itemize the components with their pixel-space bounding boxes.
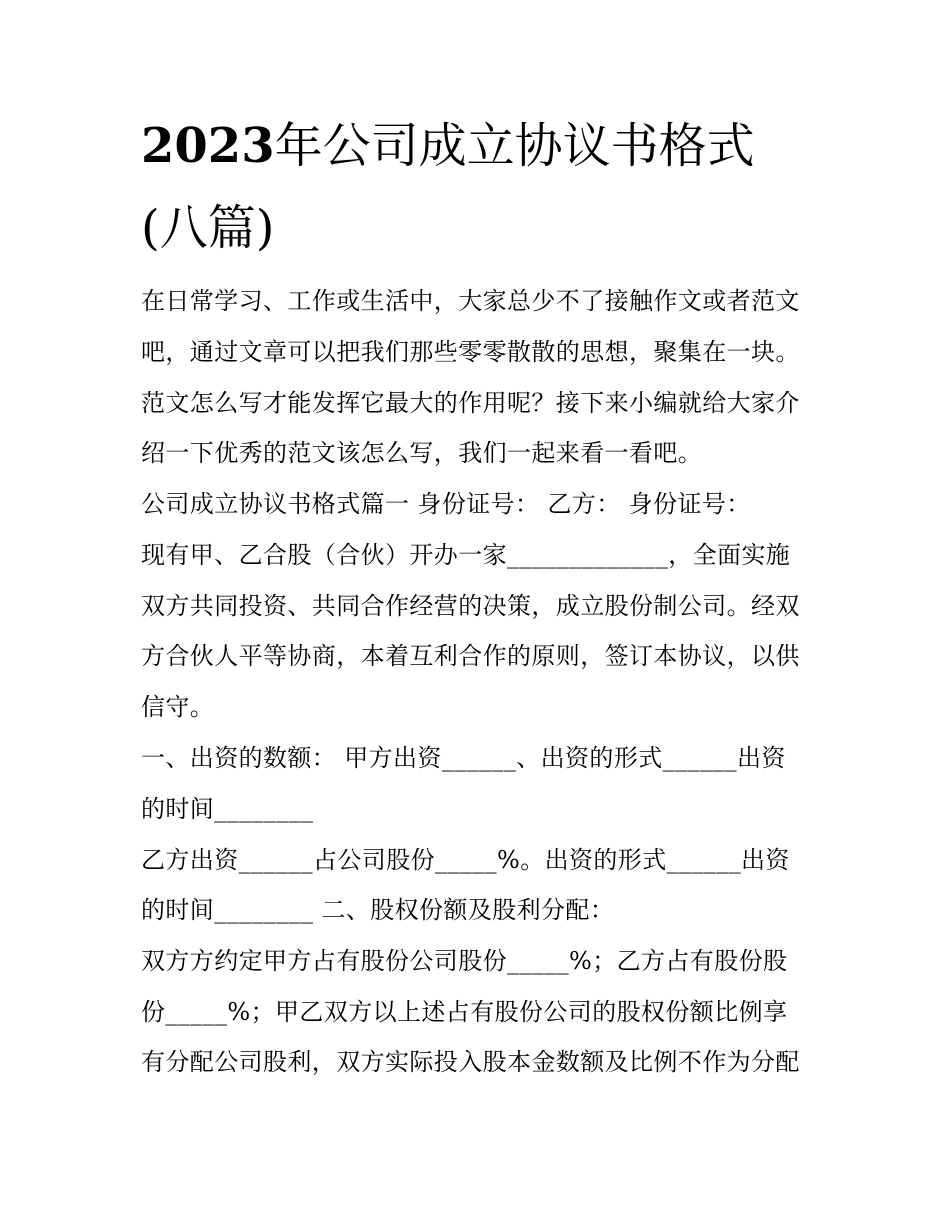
body-line-2: 吧，通过文章可以把我们那些零零散散的思想，聚集在一块。 (141, 338, 800, 366)
body-line-16: 有分配公司股利，双方实际投入股本金数额及比例不作为分配 (141, 1048, 800, 1076)
body-line-11: 的时间________ (141, 795, 314, 823)
document-title-suffix: (八篇) (141, 200, 275, 256)
title-year: 2023 (141, 118, 275, 174)
body-line-1: 在日常学习、工作或生活中，大家总少不了接触作文或者范文 (141, 287, 800, 315)
title-main: 年公司成立协议书格式 (274, 118, 755, 174)
body-line-15: 份_____%；甲乙双方以上述占有股份公司的股权份额比例享 (141, 998, 788, 1026)
document-title (141, 118, 821, 174)
body-line-12: 乙方出资______占公司股份_____%。出资的形式______出资 (141, 846, 790, 874)
body-line-8: 方合伙人平等协商，本着互利合作的原则，签订本协议，以供 (141, 642, 800, 670)
body-line-3: 范文怎么写才能发挥它最大的作用呢？接下来小编就给大家介 (141, 389, 800, 417)
body-line-10: 一、出资的数额： 甲方出资______、出资的形式______出资 (141, 744, 786, 772)
body-line-5: 公司成立协议书格式篇一 身份证号： 乙方： 身份证号： (141, 490, 751, 518)
body-line-6: 现有甲、乙合股（合伙）开办一家_____________，全面实施 (141, 541, 791, 569)
body-line-14: 双方方约定甲方占有股份公司股份_____%；乙方占有股份股 (141, 947, 788, 975)
body-line-4: 绍一下优秀的范文该怎么写，我们一起来看一看吧。 (141, 439, 703, 467)
body-line-13: 的时间________ 二、股权份额及股利分配： (141, 896, 615, 924)
body-line-7: 双方共同投资、共同合作经营的决策，成立股份制公司。经双 (141, 592, 800, 620)
body-line-9: 信守。 (141, 693, 215, 721)
